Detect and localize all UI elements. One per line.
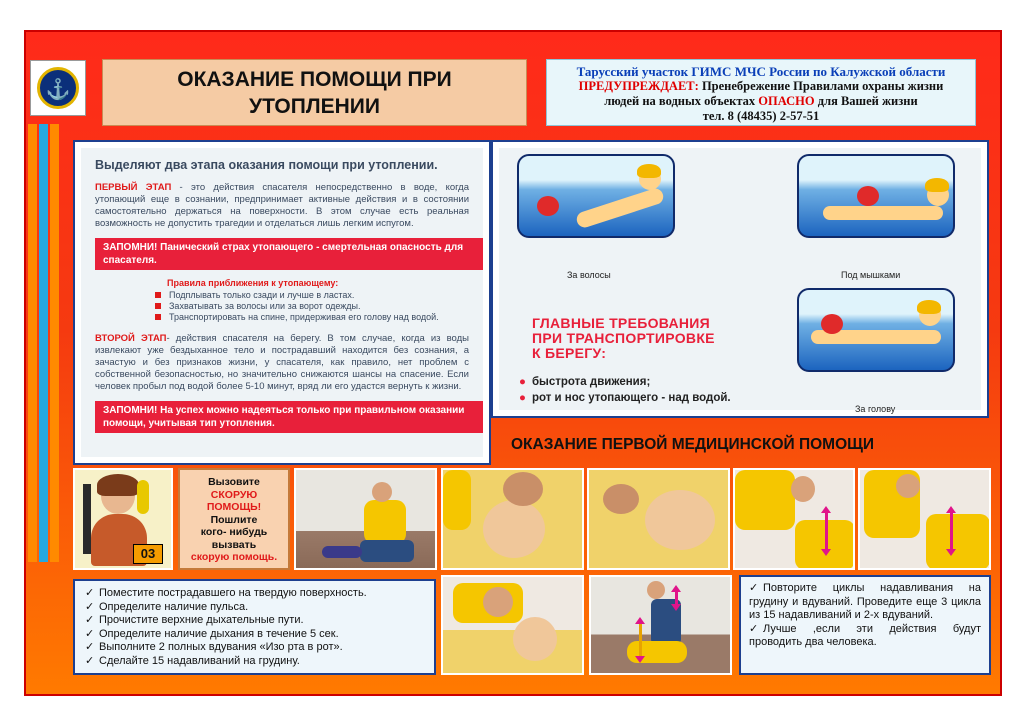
photo-airway-tilt <box>441 575 584 675</box>
info-panel <box>73 140 491 465</box>
check-icon: ✓ <box>85 627 95 640</box>
anchor-icon: ⚓ <box>37 67 79 109</box>
rescue-by-head-illustration <box>797 288 955 372</box>
call-ambulance-note: Вызовите СКОРУЮ ПОМОЩЬ! Пошлите кого- нибудь вызвать скорую помощь. <box>178 468 290 570</box>
stage1-text: - это действия спасателя непосредственно в воде, когда утопающий еще в сознании, предпринимает активные действия и в состоянии самостоятельно держаться на поверхности. В этом случае есть реальная возможность не допустить трагедии и отделаться лишь легким испугом. <box>95 182 469 229</box>
arrow-icon <box>675 591 678 605</box>
check-icon: ✓ <box>749 582 759 594</box>
check-icon: ✓ <box>85 600 95 613</box>
photo-chest-compression-2 <box>858 468 991 570</box>
step-item: ✓ Определите наличие дыхания в течение 5 сек. <box>85 627 339 640</box>
rule-item: Транспортировать на спине, придерживая его голову над водой. <box>155 312 469 323</box>
bullet-square-icon <box>155 292 161 298</box>
bullet-square-icon <box>155 314 161 320</box>
warns-line <box>547 79 975 94</box>
step-item: ✓ Прочистите верхние дыхательные пути. <box>85 614 304 626</box>
check-icon: ✓ <box>85 587 95 599</box>
title-line-2: УТОПЛЕНИИ <box>249 94 380 118</box>
photo-check-victim <box>294 468 437 570</box>
org-name: Тарусский участок ГИМС МЧС России по Калужской области <box>576 64 946 79</box>
step-item: ✓ Лучше ,если эти действия будут проводить два человека. <box>749 622 981 648</box>
check-icon: ✓ <box>85 641 95 653</box>
danger-line-b: для Вашей жизни <box>817 94 918 108</box>
step-item: ✓ Выполните 2 полных вдувания «Изо рта в рот». <box>85 641 343 653</box>
step-item: ✓ Сделайте 15 надавливаний на грудину. <box>85 654 300 667</box>
first-aid-steps <box>73 579 436 675</box>
rules-heading: Правила приближения к утопающему: <box>167 278 339 288</box>
stage2-paragraph <box>95 333 469 393</box>
danger-word: ОПАСНО <box>758 94 815 108</box>
emergency-number: 03 <box>133 544 163 564</box>
remember-2: ЗАПОМНИ! На успех можно надеяться только при правильном оказании помощи, учитывая тип утопления. <box>95 401 483 433</box>
step-item: ✓ Определите наличие пульса. <box>85 600 249 613</box>
requirement-item: ● рот и нос утопающего - над водой. <box>519 392 731 404</box>
approach-rules <box>155 278 469 323</box>
compression-arrow-icon <box>950 512 953 550</box>
step-item: ✓ Поместите пострадавшего на твердую поверхность. <box>85 587 367 599</box>
danger-line <box>547 94 975 109</box>
remember-1: ЗАПОМНИ! Панический страх утопающего - смертельная опасность для спасателя. <box>95 238 483 270</box>
gims-logo <box>30 60 86 116</box>
photo-mouth-to-mouth <box>587 468 730 570</box>
transport-requirements-heading: ГЛАВНЫЕ ТРЕБОВАНИЯ ПРИ ТРАНСПОРТИРОВКЕ К БЕРЕГУ: <box>532 315 715 361</box>
contact-phone: тел. 8 (48435) 2-57-51 <box>702 109 820 123</box>
illustrations-panel <box>491 140 989 418</box>
stage2-label: ВТОРОЙ ЭТАП <box>95 333 167 344</box>
compression-arrow-icon <box>825 512 828 550</box>
phone-call-illustration <box>73 468 173 570</box>
stage2-text: - действия спасателя на берегу. В том случае, когда из воды извлекают уже бездыханное тело и пострадавший находится без сознания, а зачастую и без признаков жизни, у спасателя, как правило, нет проблем с собственной безопасностью, но значительно снижаются шансы на спасение. Если человек пробыл под водой более 5-10 минут, вряд ли его удастся вернуть к жизни. <box>95 333 469 392</box>
check-icon: ✓ <box>749 622 759 635</box>
rule-item: Подплывать только сзади и лучше в ластах. <box>155 290 469 301</box>
step-item: ✓ Повторите циклы надавливания на грудину и вдуваний. Проведите еще 3 цикла из 15 надавливаний и 2-х вдуваний. <box>749 582 981 621</box>
repeat-cycle-steps <box>739 575 991 675</box>
requirement-item: ● быстрота движения; <box>519 376 651 388</box>
rule-item: Захватывать за волосы или за ворот одежды. <box>155 301 469 312</box>
warns-text: Пренебрежение Правилами охраны жизни <box>701 79 944 93</box>
caption-head: За голову <box>855 404 896 414</box>
danger-line-a: людей на водных объектах <box>604 94 756 108</box>
title-line-1: ОКАЗАНИЕ ПОМОЩИ ПРИ <box>177 67 452 91</box>
arrow-icon <box>639 623 642 657</box>
page-title <box>102 59 527 126</box>
caption-hair: За волосы <box>567 270 611 280</box>
poster <box>24 30 1002 696</box>
caption-armpits: Под мышками <box>841 270 901 280</box>
side-stripes <box>26 124 66 562</box>
info-heading: Выделяют два этапа оказания помощи при утоплении. <box>95 158 438 172</box>
rescue-by-hair-illustration <box>517 154 675 238</box>
photo-airway-check <box>441 468 584 570</box>
check-icon: ✓ <box>85 614 95 626</box>
stage1-label: ПЕРВЫЙ ЭТАП <box>95 182 172 193</box>
warning-box <box>546 59 976 126</box>
rescue-by-armpits-illustration <box>797 154 955 238</box>
photo-chest-compression-1 <box>733 468 855 570</box>
warns-label: ПРЕДУПРЕЖДАЕТ: <box>578 79 699 93</box>
first-aid-title: ОКАЗАНИЕ ПЕРВОЙ МЕДИЦИНСКОЙ ПОМОЩИ <box>511 436 875 453</box>
check-icon: ✓ <box>85 654 95 667</box>
bullet-square-icon <box>155 303 161 309</box>
stage1-paragraph <box>95 182 469 230</box>
photo-two-rescuers <box>589 575 732 675</box>
